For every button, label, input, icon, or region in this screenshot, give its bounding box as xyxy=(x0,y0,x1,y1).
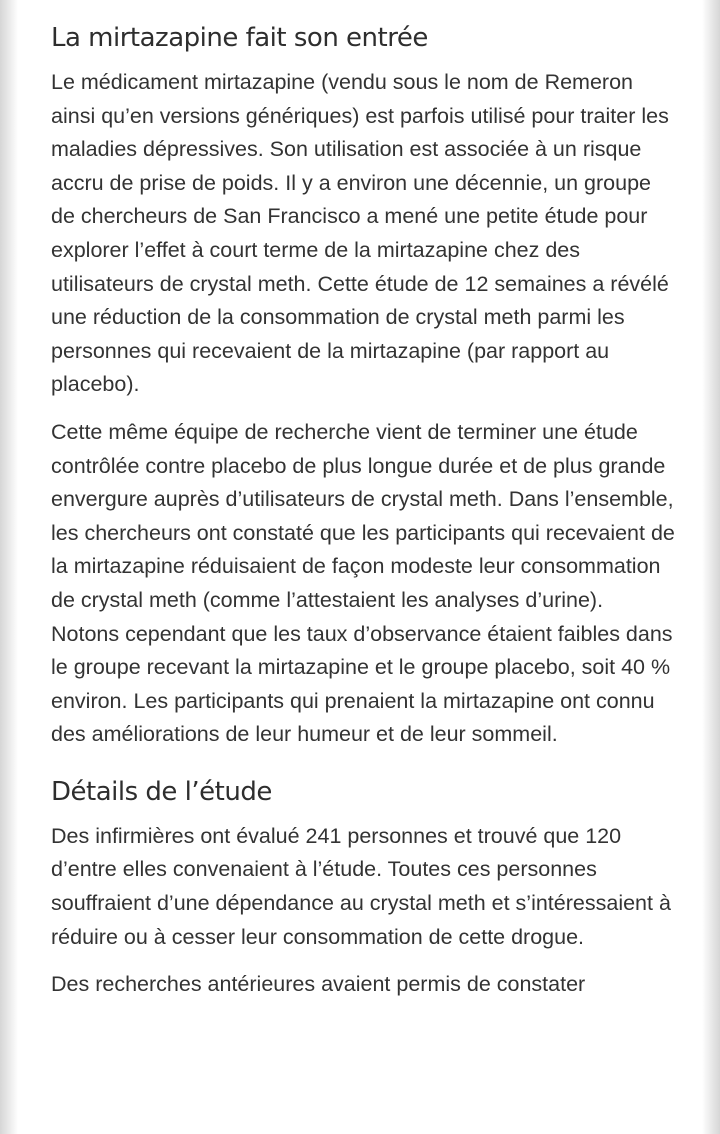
article-body xyxy=(51,16,676,1016)
paragraph-results: Cette même équipe de recherche vient de terminer une étude contrôlée contre placebo de plus longue durée et de plus grande envergure auprès d’utilisateurs de crystal meth. Dans l’ensemble, les chercheurs ont constaté que les participants qui recevaient de la mirtazapine réduisaient de façon modeste leur consommation de crystal meth (comme l’attestaient les analyses d’urine). Notons cependant que les taux d’observance étaient faibles dans le groupe recevant la mirtazapine et le groupe placebo, soit 40 % environ. Les participants qui prenaient la mirtazapine ont connu des améliorations de leur humeur et de leur sommeil. xyxy=(51,419,675,747)
left-edge-shadow xyxy=(0,0,18,1134)
right-edge-shadow xyxy=(702,0,720,1134)
section-heading-study-details: Détails de l’étude xyxy=(51,776,272,807)
paragraph-intro: Le médicament mirtazapine (vendu sous le nom de Remeron ainsi qu’en versions génériques) est parfois utilisé pour traiter les maladies dépressives. Son utilisation est associée à un risque accru de prise de poids. Il y a environ une décennie, un groupe de chercheurs de San Francisco a mené une petite étude pour explorer l’effet à court terme de la mirtazapine chez des utilisateurs de crystal meth. Cette étude de 12 semaines a révélé une réduction de la consommation de crystal meth parmi les personnes qui recevaient de la mirtazapine (par rapport au placebo). xyxy=(51,70,669,397)
paragraph-participants: Des infirmières ont évalué 241 personnes et trouvé que 120 d’entre elles convenaient à l’étude. Toutes ces personnes souffraient d’une dépendance au crystal meth et s’intéressaient à réduire ou à cesser leur consommation de cette drogue. xyxy=(51,823,671,949)
paragraph-prior-research: Des recherches antérieures avaient permis de constater xyxy=(51,972,586,997)
section-heading-mirtazapine: La mirtazapine fait son entrée xyxy=(51,23,428,53)
